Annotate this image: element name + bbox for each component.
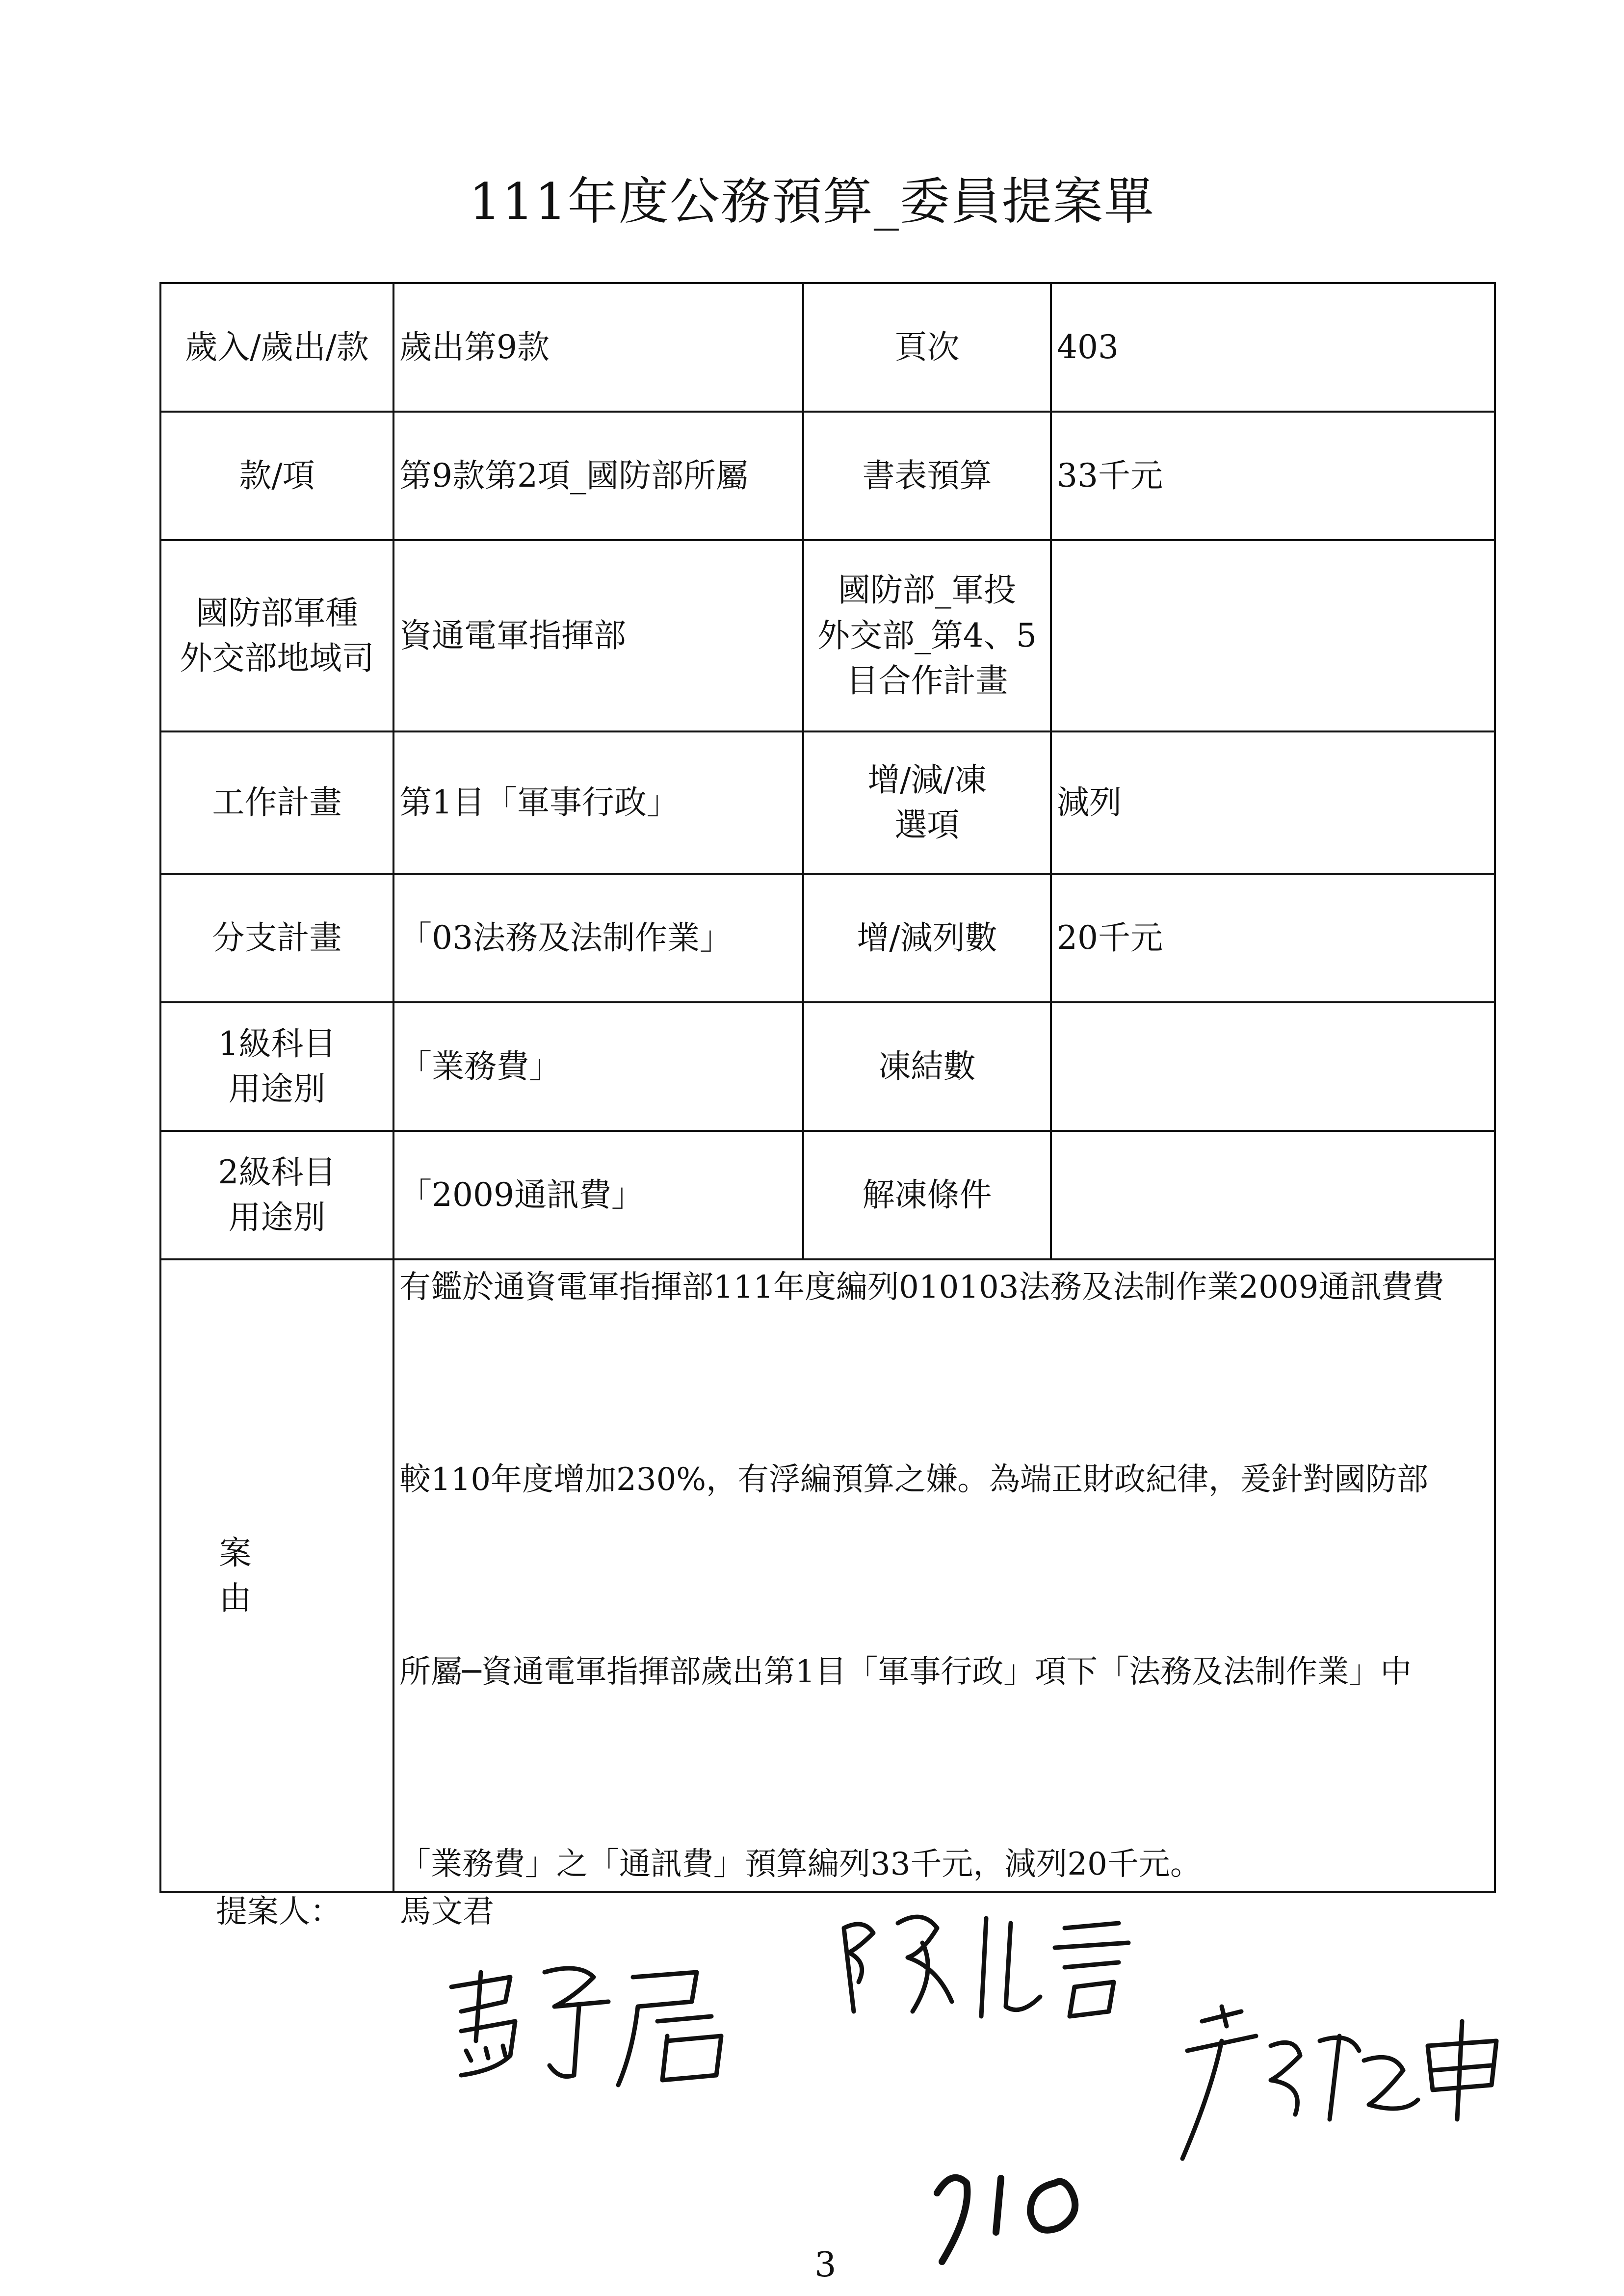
field-value: 資通電軍指揮部 — [393, 540, 803, 731]
field-value: 「2009通訊費」 — [393, 1131, 803, 1259]
proposer-label: 提案人： — [216, 1894, 341, 1930]
field-value: 「03法務及法制作業」 — [393, 874, 803, 1002]
signature-2 — [824, 1894, 1148, 2051]
field-label-line: 國防部軍種 — [196, 594, 358, 632]
proposal-form-table — [159, 282, 1496, 1893]
field-value — [1051, 1002, 1495, 1131]
signature-1 — [432, 1943, 736, 2100]
field-label — [160, 1002, 393, 1131]
reason-label — [160, 1259, 393, 1892]
field-label-line: 選項 — [894, 806, 960, 844]
form-row — [160, 731, 1495, 874]
proposer-name: 馬文君 — [400, 1894, 494, 1930]
field-label-line: 外交部_第4、5 — [817, 616, 1037, 654]
field-value: 20千元 — [1051, 874, 1495, 1002]
reason-line: 較110年度增加230%，有浮編預算之嫌。為端正財政紀律，爰針對國防部 — [399, 1461, 1429, 1498]
form-row — [160, 874, 1495, 1002]
field-label — [803, 540, 1051, 731]
reason-text — [393, 1259, 1495, 1892]
field-label-line: 國防部_軍投 — [838, 571, 1016, 609]
reason-line: 有鑑於通資電軍指揮部111年度編列010103法務及法制作業2009通訊費費 — [399, 1269, 1444, 1305]
field-label-line: 用途別 — [228, 1070, 326, 1108]
reason-label-text: 案由 — [219, 1534, 335, 1617]
field-label: 分支計畫 — [160, 874, 393, 1002]
field-label: 頁次 — [803, 283, 1051, 412]
field-value: 第9款第2項_國防部所屬 — [393, 412, 803, 540]
field-value: 403 — [1051, 283, 1495, 412]
form-row — [160, 283, 1495, 412]
field-label-line: 目合作計畫 — [846, 662, 1008, 700]
field-label-line: 2級科目 — [218, 1153, 336, 1191]
field-label-line: 1級科目 — [218, 1024, 336, 1063]
field-value: 「業務費」 — [393, 1002, 803, 1131]
field-label-line: 外交部地域司 — [180, 639, 374, 677]
handwritten-number — [922, 2159, 1099, 2276]
field-value: 第1目「軍事行政」 — [393, 731, 803, 874]
field-label: 歲入/歲出/款 — [160, 283, 393, 412]
field-label — [803, 731, 1051, 874]
signature-3 — [1173, 1992, 1516, 2168]
field-label: 增/減列數 — [803, 874, 1051, 1002]
form-row — [160, 1002, 1495, 1131]
field-value: 減列 — [1051, 731, 1495, 874]
field-label — [160, 1131, 393, 1259]
field-label-line: 增/減/凍 — [867, 760, 987, 799]
page-number: 3 — [814, 2244, 837, 2285]
field-label-line: 用途別 — [228, 1199, 326, 1236]
form-row — [160, 1131, 1495, 1259]
field-label: 款/項 — [160, 412, 393, 540]
field-label: 解凍條件 — [803, 1131, 1051, 1259]
field-value — [1051, 540, 1495, 731]
reason-line: 所屬─資通電軍指揮部歲出第1目「軍事行政」項下「法務及法制作業」中 — [399, 1654, 1412, 1690]
reason-line: 「業務費」之「通訊費」預算編列33千元，減列20千元。 — [399, 1846, 1202, 1882]
field-label: 工作計畫 — [160, 731, 393, 874]
field-value: 33千元 — [1051, 412, 1495, 540]
page-title: 111年度公務預算_委員提案單 — [469, 173, 1155, 231]
field-label: 凍結數 — [803, 1002, 1051, 1131]
form-row — [160, 540, 1495, 731]
field-value — [1051, 1131, 1495, 1259]
field-value: 歲出第9款 — [393, 283, 803, 412]
field-label: 書表預算 — [803, 412, 1051, 540]
form-row-reason — [160, 1259, 1495, 1892]
form-row — [160, 412, 1495, 540]
field-label — [160, 540, 393, 731]
